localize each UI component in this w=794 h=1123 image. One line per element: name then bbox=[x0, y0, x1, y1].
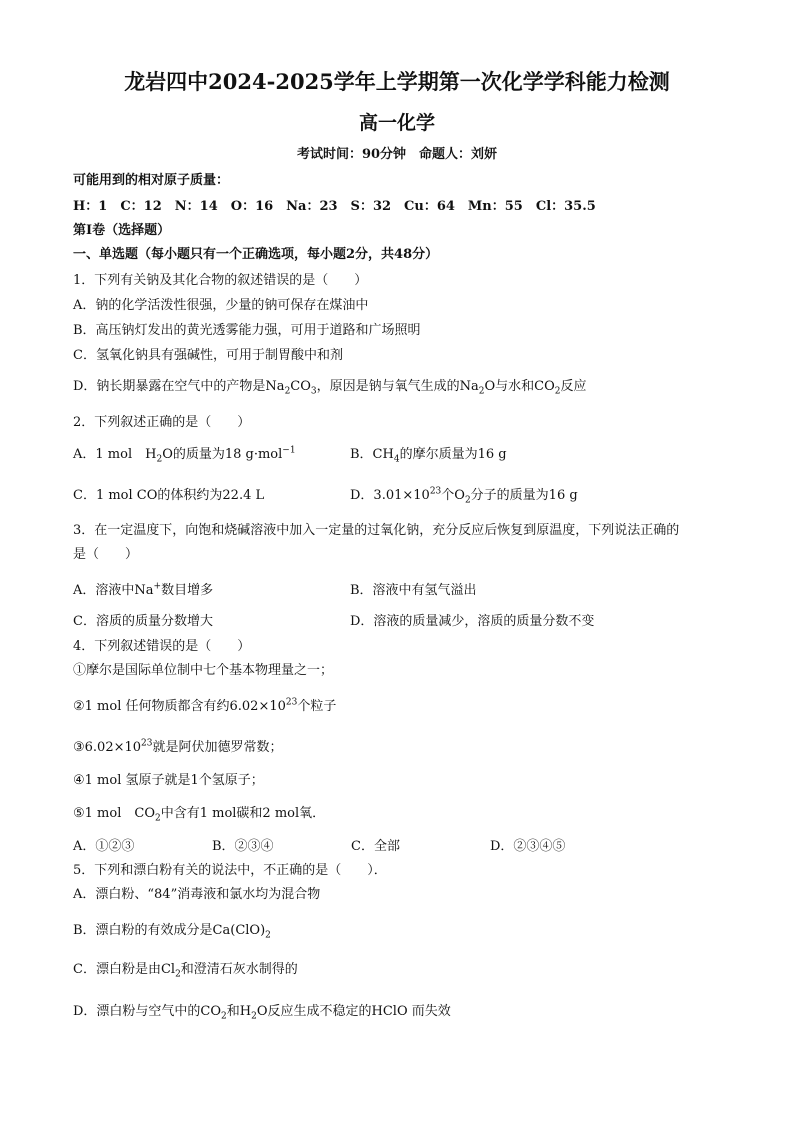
atomic-mass-label: 可能用到的相对原子质量： bbox=[73, 173, 230, 188]
q2-option-d: D．$3.01\times 10^{23}$个$O_2$分子的质量为16 g bbox=[350, 486, 578, 506]
q3-option-d: D．溶液的质量减少，溶质的质量分数不变 bbox=[350, 614, 595, 629]
q5-option-b: B．漂白粉的有效成分是$Ca(ClO)_2$ bbox=[73, 923, 271, 941]
q1-option-a: A．钠的化学活泼性很强，少量的钠可保存在煤油中 bbox=[73, 298, 369, 313]
q4-statement-4: ④1 mol 氢原子就是1个氢原子； bbox=[73, 773, 264, 788]
q3-option-c: C．溶质的质量分数增大 bbox=[73, 614, 213, 629]
q5-option-c: C．漂白粉是由$Cl_2$和澄清石灰水制得的 bbox=[73, 962, 298, 980]
section-title: 一、单选题（每小题只有一个正确选项，每小题2分，共48分） bbox=[73, 247, 439, 262]
q3-stem-line2: 是（ ） bbox=[73, 547, 139, 562]
q4-statement-1: ①摩尔是国际单位制中七个基本物理量之一； bbox=[73, 663, 334, 678]
q1-option-d: D．钠长期暴露在空气中的产物是$Na_2CO_3$，原因是钠与氧气生成的$Na_2O$与水和$CO_2$反应 bbox=[73, 379, 587, 397]
q2-option-c: C．1 mol CO的体积约为22.4 L bbox=[73, 488, 265, 503]
exam-title: 龙岩四中2024-2025学年上学期第一次化学学科能力检测 bbox=[124, 69, 670, 94]
q4-stem: 4．下列叙述错误的是（ ） bbox=[73, 639, 251, 654]
q1-option-b: B．高压钠灯发出的黄光透雾能力强，可用于道路和广场照明 bbox=[73, 323, 421, 338]
q5-option-d: D．漂白粉与空气中的$CO_2$和$H_2O$反应生成不稳定的HClO 而失效 bbox=[73, 1004, 451, 1022]
q2-option-b: B．$CH_4$的摩尔质量为16 g bbox=[350, 447, 507, 465]
q4-option-a: A．①②③ bbox=[73, 839, 135, 854]
q4-options bbox=[73, 838, 633, 856]
q4-option-d: D．②③④⑤ bbox=[490, 839, 566, 854]
q3-option-b: B．溶液中有氢气溢出 bbox=[350, 583, 477, 598]
q4-statement-2: ②1 mol 任何物质都含有约$6.02\times 10^{23}$个粒子 bbox=[73, 697, 337, 714]
q4-statement-5: ⑤1 mol $CO_2$中含有1 mol碳和2 mol氧． bbox=[73, 806, 326, 824]
q2-option-a: A．1 mol $H_2O$的质量为18 g·mol$^{-1}$ bbox=[73, 445, 296, 465]
q1-stem: 1．下列有关钠及其化合物的叙述错误的是（ ） bbox=[73, 273, 368, 288]
q5-stem: 5．下列和漂白粉有关的说法中，不正确的是（ ）． bbox=[73, 863, 387, 878]
exam-info: 考试时间：90分钟 命题人：刘妍 bbox=[296, 147, 498, 162]
exam-subtitle: 高一化学 bbox=[358, 112, 435, 134]
q1-option-c: C．氢氧化钠具有强碱性，可用于制胃酸中和剂 bbox=[73, 348, 343, 363]
q5-option-a: A．漂白粉、“84”消毒液和氯水均为混合物 bbox=[73, 887, 321, 902]
q3-option-a: A．溶液中Na+数目增多 bbox=[73, 581, 214, 598]
q3-stem-line1: 3．在一定温度下，向饱和烧碱溶液中加入一定量的过氧化钠，充分反应后恢复到原温度，下列说法正确的 bbox=[73, 523, 680, 538]
q4-option-c: C．全部 bbox=[351, 839, 400, 854]
volume-label: 第Ⅰ卷（选择题） bbox=[73, 223, 171, 238]
q4-option-b: B．②③④ bbox=[212, 839, 274, 854]
q2-stem: 2．下列叙述正确的是（ ） bbox=[73, 415, 251, 430]
q4-statement-3: $③6.02\times 10^{23}$就是阿伏加德罗常数； bbox=[73, 738, 283, 755]
atomic-masses: H：1 C：12 N：14 O：16 Na：23 S：32 Cu：64 Mn：55 Cl：35.5 bbox=[73, 199, 596, 214]
